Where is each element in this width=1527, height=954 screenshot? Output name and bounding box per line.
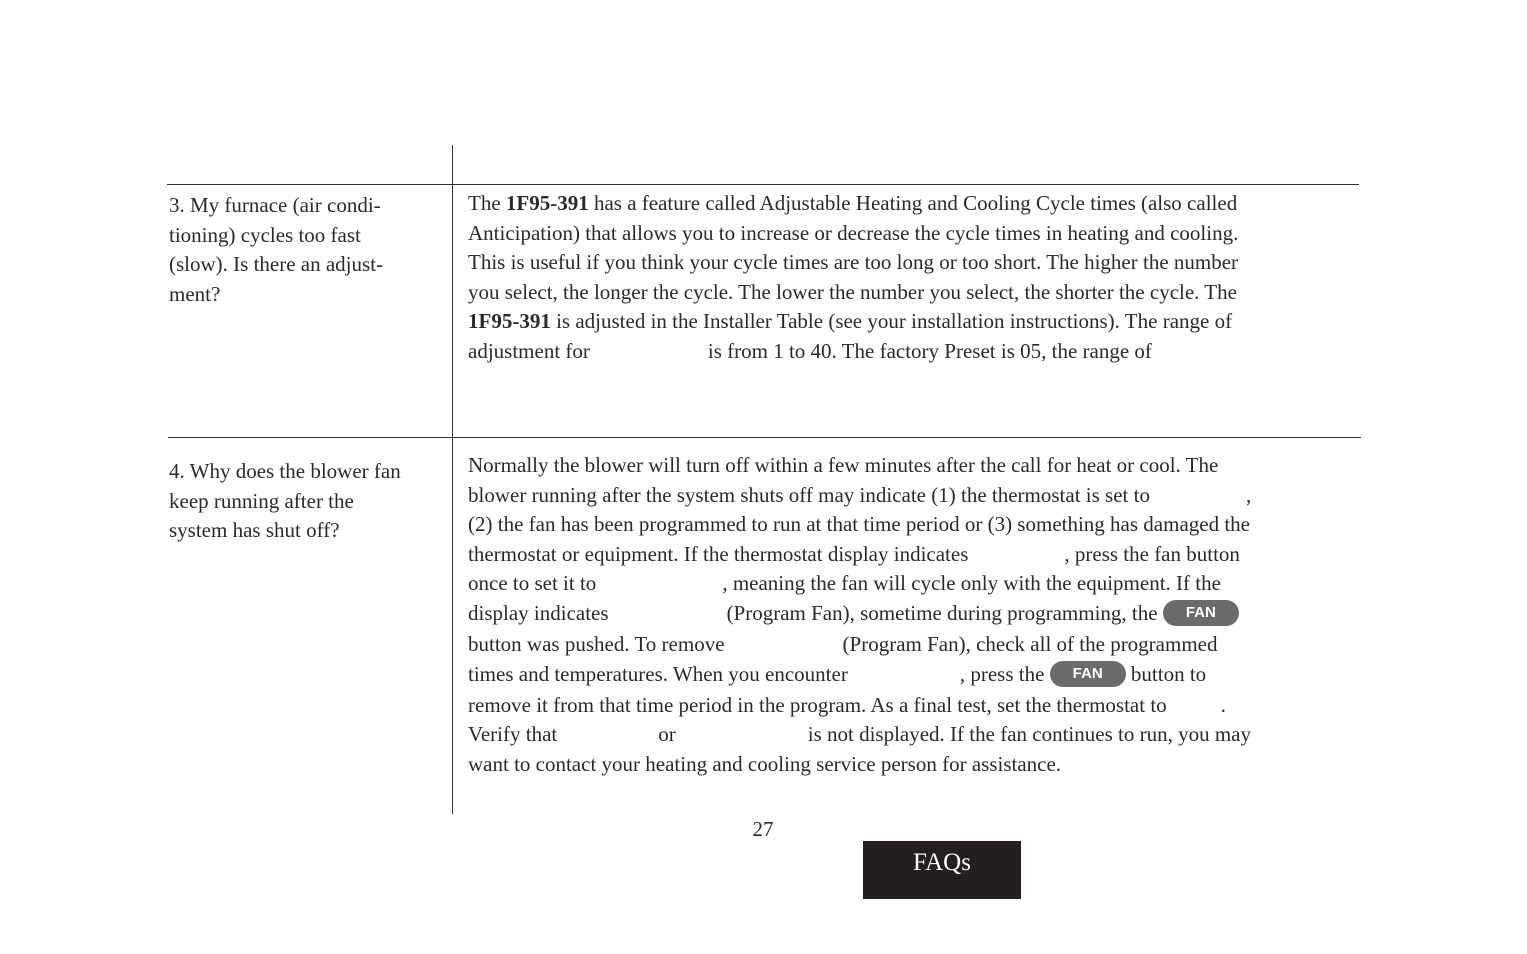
answer-line: once to set it to , meaning the fan will cycle only with the equipment. If the	[468, 571, 1221, 596]
answer-line: want to contact your heating and cooling service person for assistance.	[468, 751, 1062, 776]
fan-button-icon: FAN	[1163, 600, 1239, 626]
row-divider-middle	[168, 437, 1361, 438]
faq-question-3	[169, 191, 439, 309]
page-number: 27	[752, 817, 774, 841]
question-line: tioning) cycles too fast	[169, 222, 361, 247]
answer-line: adjustment for is from 1 to 40. The factory Preset is 05, the range of	[468, 338, 1152, 363]
model-number: 1F95-391	[505, 191, 589, 215]
answer-line: you select, the longer the cycle. The lower the number you select, the shorter the cycle. The	[468, 279, 1237, 304]
answer-line: thermostat or equipment. If the thermostat display indicates , press the fan button	[468, 541, 1240, 566]
faq-question-4	[169, 457, 439, 546]
column-divider	[452, 145, 453, 814]
answer-line: The 1F95-391 has a feature called Adjustable Heating and Cooling Cycle times (also called	[468, 191, 1238, 215]
fan-button-icon: FAN	[1050, 661, 1126, 687]
question-line: 3. My furnace (air condi-	[169, 193, 381, 217]
answer-line: times and temperatures. When you encounter , press the FAN button to	[468, 662, 1207, 687]
question-line: system has shut off?	[169, 518, 340, 543]
answer-line: (2) the fan has been programmed to run at that time period or (3) something has damaged the	[468, 512, 1251, 537]
answer-line: button was pushed. To remove (Program Fan), check all of the programmed	[468, 631, 1218, 656]
question-line: keep running after the	[169, 488, 354, 513]
section-tab: FAQs	[863, 841, 1021, 899]
question-line: 4. Why does the blower fan	[169, 459, 401, 483]
answer-line: This is useful if you think your cycle times are too long or too short. The higher the number	[468, 250, 1239, 275]
question-line: ment?	[169, 281, 221, 306]
faq-answer-4	[468, 451, 1368, 780]
answer-line: 1F95-391 is adjusted in the Installer Table (see your installation instructions). The range of	[468, 309, 1233, 334]
faq-answer-3	[468, 189, 1368, 367]
answer-line: blower running after the system shuts off may indicate (1) the thermostat is set to ,	[468, 482, 1252, 507]
answer-line: display indicates (Program Fan), sometime during programming, the FAN	[468, 599, 1368, 630]
model-number: 1F95-391	[468, 309, 551, 334]
row-divider-top	[167, 184, 1359, 185]
answer-line: remove it from that time period in the program. As a final test, set the thermostat to .	[468, 692, 1226, 717]
answer-line: Normally the blower will turn off within a few minutes after the call for heat or cool. The	[468, 453, 1219, 477]
answer-line: Verify that or is not displayed. If the fan continues to run, you may	[468, 722, 1251, 747]
answer-line: Anticipation) that allows you to increase or decrease the cycle times in heating and cooling.	[468, 220, 1239, 245]
question-line: (slow). Is there an adjust-	[169, 252, 384, 277]
